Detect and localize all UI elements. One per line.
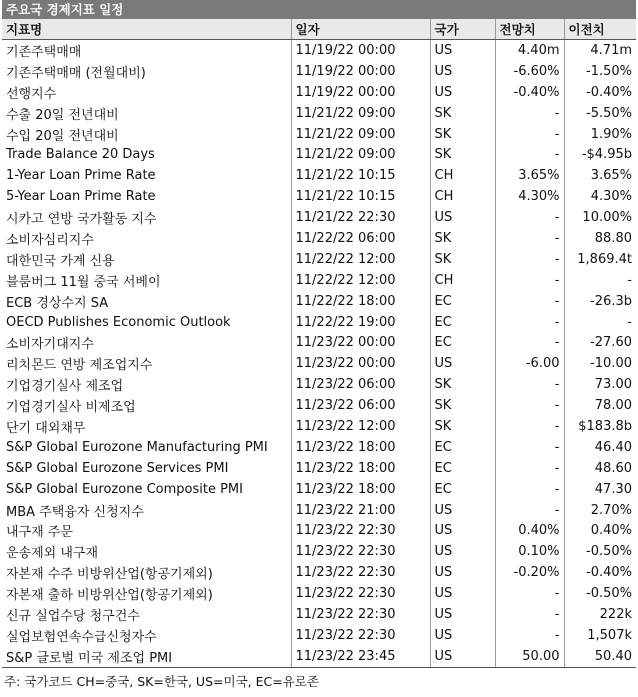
- country-code: US: [430, 520, 495, 541]
- previous-value: -10.00: [564, 353, 636, 374]
- indicator-name: MBA 주택융자 신청지수: [6, 504, 144, 520]
- previous-value: 46.40: [564, 437, 636, 458]
- previous-value: -27.60: [564, 332, 636, 353]
- release-date: 11/23/22 06:00: [291, 395, 430, 416]
- forecast-value: -: [495, 144, 564, 165]
- table-row: [2, 270, 636, 291]
- header-forecast: 전망치: [495, 19, 564, 40]
- previous-value: 10.00%: [564, 207, 636, 228]
- release-date: 11/23/22 21:00: [291, 500, 430, 521]
- previous-value: 4.71m: [564, 40, 636, 61]
- release-date: 11/22/22 12:00: [291, 249, 430, 270]
- release-date: 11/22/22 12:00: [291, 270, 430, 291]
- table-row: [2, 520, 636, 541]
- country-code: US: [430, 583, 495, 604]
- table-row: [2, 291, 636, 312]
- release-date: 11/21/22 10:15: [291, 186, 430, 207]
- economic-calendar: [2, 0, 636, 690]
- forecast-value: -: [495, 604, 564, 625]
- country-code: SK: [430, 228, 495, 249]
- table-row: [2, 416, 636, 437]
- release-date: 11/23/22 06:00: [291, 374, 430, 395]
- indicator-name: 대한민국 가계 신용: [6, 253, 115, 269]
- header-previous: 이전치: [564, 19, 636, 40]
- forecast-value: -: [495, 583, 564, 604]
- table-row: [2, 103, 636, 124]
- table-row: [2, 40, 636, 61]
- indicator-name: 소비자기대지수: [6, 337, 94, 353]
- previous-value: 4.30%: [564, 186, 636, 207]
- forecast-value: -: [495, 332, 564, 353]
- release-date: 11/23/22 22:30: [291, 625, 430, 646]
- release-date: 11/23/22 12:00: [291, 416, 430, 437]
- previous-value: -: [564, 270, 636, 291]
- release-date: 11/23/22 22:30: [291, 583, 430, 604]
- table-row: [2, 374, 636, 395]
- table-row: [2, 312, 636, 333]
- previous-value: -26.3b: [564, 291, 636, 312]
- header-row: [2, 19, 636, 40]
- forecast-value: -6.60%: [495, 61, 564, 82]
- indicator-name: 내구재 주문: [6, 525, 73, 541]
- country-code: US: [430, 61, 495, 82]
- country-code: EC: [430, 332, 495, 353]
- release-date: 11/19/22 00:00: [291, 40, 430, 61]
- previous-value: 1.90%: [564, 124, 636, 145]
- footnote: 주: 국가코드 CH=중국, SK=한국, US=미국, EC=유로존: [4, 673, 319, 689]
- table-row: [2, 144, 636, 165]
- release-date: 11/23/22 22:30: [291, 604, 430, 625]
- indicator-name: S&P Global Eurozone Manufacturing PMI: [6, 439, 268, 455]
- country-code: SK: [430, 124, 495, 145]
- release-date: 11/23/22 22:30: [291, 541, 430, 562]
- release-date: 11/21/22 10:15: [291, 165, 430, 186]
- release-date: 11/23/22 22:30: [291, 562, 430, 583]
- country-code: US: [430, 646, 495, 667]
- indicator-name: 수출 20일 전년대비: [6, 107, 119, 123]
- previous-value: -: [564, 312, 636, 333]
- forecast-value: -: [495, 124, 564, 145]
- country-code: EC: [430, 479, 495, 500]
- table-row: [2, 332, 636, 353]
- table-row: [2, 353, 636, 374]
- indicator-table: [2, 19, 636, 668]
- release-date: 11/23/22 00:00: [291, 353, 430, 374]
- previous-value: 50.40: [564, 646, 636, 667]
- previous-value: -0.40%: [564, 82, 636, 103]
- indicator-name: 기업경기실사 비제조업: [6, 400, 136, 416]
- country-code: CH: [430, 165, 495, 186]
- release-date: 11/23/22 23:45: [291, 646, 430, 667]
- indicator-name: 5-Year Loan Prime Rate: [6, 189, 156, 205]
- indicator-name: 자본재 출하 비방위산업(항공기제외): [6, 588, 213, 604]
- country-code: SK: [430, 249, 495, 270]
- previous-value: 47.30: [564, 479, 636, 500]
- country-code: EC: [430, 312, 495, 333]
- forecast-value: -: [495, 500, 564, 521]
- previous-value: 222k: [564, 604, 636, 625]
- table-row: [2, 165, 636, 186]
- table-row: [2, 604, 636, 625]
- indicator-name: 리치몬드 연방 제조업지수: [6, 358, 153, 374]
- forecast-value: -: [495, 291, 564, 312]
- table-row: [2, 228, 636, 249]
- release-date: 11/23/22 18:00: [291, 437, 430, 458]
- country-code: US: [430, 82, 495, 103]
- forecast-value: 50.00: [495, 646, 564, 667]
- country-code: CH: [430, 270, 495, 291]
- table-row: [2, 186, 636, 207]
- table-row: [2, 646, 636, 667]
- table-row: [2, 437, 636, 458]
- country-code: US: [430, 625, 495, 646]
- forecast-value: -: [495, 103, 564, 124]
- indicator-name: OECD Publishes Economic Outlook: [6, 314, 231, 330]
- previous-value: -1.50%: [564, 61, 636, 82]
- indicator-name: 기존주택매매 (전월대비): [6, 65, 146, 81]
- indicator-name: 블룸버그 11월 중국 서베이: [6, 274, 161, 290]
- forecast-value: -0.20%: [495, 562, 564, 583]
- forecast-value: -: [495, 249, 564, 270]
- table-row: [2, 82, 636, 103]
- previous-value: -5.50%: [564, 103, 636, 124]
- indicator-name: S&P 글로벌 미국 제조업 PMI: [2, 646, 291, 667]
- indicator-name: ECB 경상수지 SA: [6, 295, 109, 311]
- release-date: 11/21/22 09:00: [291, 103, 430, 124]
- country-code: SK: [430, 416, 495, 437]
- forecast-value: -: [495, 625, 564, 646]
- previous-value: 0.40%: [564, 520, 636, 541]
- forecast-value: -: [495, 374, 564, 395]
- release-date: 11/19/22 00:00: [291, 82, 430, 103]
- country-code: SK: [430, 103, 495, 124]
- country-code: EC: [430, 291, 495, 312]
- forecast-value: -: [495, 437, 564, 458]
- indicator-name: 기존주택매매: [6, 44, 82, 60]
- release-date: 11/19/22 00:00: [291, 61, 430, 82]
- forecast-value: -6.00: [495, 353, 564, 374]
- country-code: US: [430, 541, 495, 562]
- country-code: CH: [430, 186, 495, 207]
- indicator-name: 시카고 연방 국가활동 지수: [6, 212, 157, 228]
- table-row: [2, 625, 636, 646]
- indicator-name: 실업보험연속수급신청자수: [6, 629, 157, 645]
- release-date: 11/21/22 22:30: [291, 207, 430, 228]
- forecast-value: -: [495, 395, 564, 416]
- table-row: [2, 249, 636, 270]
- indicator-name: 운송제외 내구재: [6, 546, 99, 562]
- previous-value: 73.00: [564, 374, 636, 395]
- previous-value: 78.00: [564, 395, 636, 416]
- indicator-name: 1-Year Loan Prime Rate: [6, 168, 156, 184]
- table-row: [2, 395, 636, 416]
- forecast-value: -: [495, 207, 564, 228]
- indicator-name: S&P Global Eurozone Composite PMI: [6, 481, 243, 497]
- table-row: [2, 500, 636, 521]
- country-code: US: [430, 500, 495, 521]
- forecast-value: 3.65%: [495, 165, 564, 186]
- forecast-value: -: [495, 458, 564, 479]
- release-date: 11/22/22 19:00: [291, 312, 430, 333]
- previous-value: -0.50%: [564, 541, 636, 562]
- previous-value: 3.65%: [564, 165, 636, 186]
- forecast-value: -: [495, 479, 564, 500]
- previous-value: 2.70%: [564, 500, 636, 521]
- table-row: [2, 61, 636, 82]
- country-code: SK: [430, 395, 495, 416]
- forecast-value: -: [495, 312, 564, 333]
- table-row: [2, 458, 636, 479]
- forecast-value: -0.40%: [495, 82, 564, 103]
- release-date: 11/21/22 09:00: [291, 124, 430, 145]
- previous-value: 1,507k: [564, 625, 636, 646]
- previous-value: -0.50%: [564, 583, 636, 604]
- indicator-name: 단기 대외채무: [6, 420, 86, 436]
- forecast-value: 0.40%: [495, 520, 564, 541]
- table-row: [2, 124, 636, 145]
- release-date: 11/23/22 22:30: [291, 520, 430, 541]
- release-date: 11/22/22 18:00: [291, 291, 430, 312]
- table-title: 주요국 경제지표 일정: [2, 0, 636, 19]
- indicator-name: 자본재 수주 비방위산업(항공기제외): [6, 567, 213, 583]
- country-code: US: [430, 207, 495, 228]
- table-row: [2, 583, 636, 604]
- release-date: 11/23/22 00:00: [291, 332, 430, 353]
- previous-value: 48.60: [564, 458, 636, 479]
- indicator-name: 신규 실업수당 청구건수: [6, 608, 140, 624]
- header-indicator: 지표명: [2, 19, 291, 40]
- release-date: 11/23/22 18:00: [291, 479, 430, 500]
- forecast-value: 4.30%: [495, 186, 564, 207]
- country-code: SK: [430, 374, 495, 395]
- forecast-value: -: [495, 228, 564, 249]
- indicator-name: 소비자심리지수: [6, 232, 94, 248]
- release-date: 11/23/22 18:00: [291, 458, 430, 479]
- country-code: US: [430, 353, 495, 374]
- country-code: EC: [430, 437, 495, 458]
- indicator-name: S&P Global Eurozone Services PMI: [6, 460, 229, 476]
- country-code: SK: [430, 144, 495, 165]
- previous-value: -0.40%: [564, 562, 636, 583]
- indicator-name: 기업경기실사 제조업: [6, 379, 124, 395]
- indicator-name: 선행지수: [6, 86, 57, 102]
- previous-value: 1,869.4t: [564, 249, 636, 270]
- forecast-value: -: [495, 270, 564, 291]
- previous-value: -$4.95b: [564, 144, 636, 165]
- release-date: 11/22/22 06:00: [291, 228, 430, 249]
- indicator-name: 수입 20일 전년대비: [6, 128, 119, 144]
- previous-value: $183.8b: [564, 416, 636, 437]
- forecast-value: -: [495, 416, 564, 437]
- table-row: [2, 479, 636, 500]
- country-code: US: [430, 604, 495, 625]
- release-date: 11/21/22 09:00: [291, 144, 430, 165]
- previous-value: 88.80: [564, 228, 636, 249]
- header-country: 국가: [430, 19, 495, 40]
- table-row: [2, 207, 636, 228]
- forecast-value: 4.40m: [495, 40, 564, 61]
- country-code: EC: [430, 458, 495, 479]
- country-code: US: [430, 562, 495, 583]
- forecast-value: 0.10%: [495, 541, 564, 562]
- table-row: [2, 541, 636, 562]
- indicator-name: Trade Balance 20 Days: [6, 147, 155, 163]
- country-code: US: [430, 40, 495, 61]
- table-row: [2, 562, 636, 583]
- header-date: 일자: [291, 19, 430, 40]
